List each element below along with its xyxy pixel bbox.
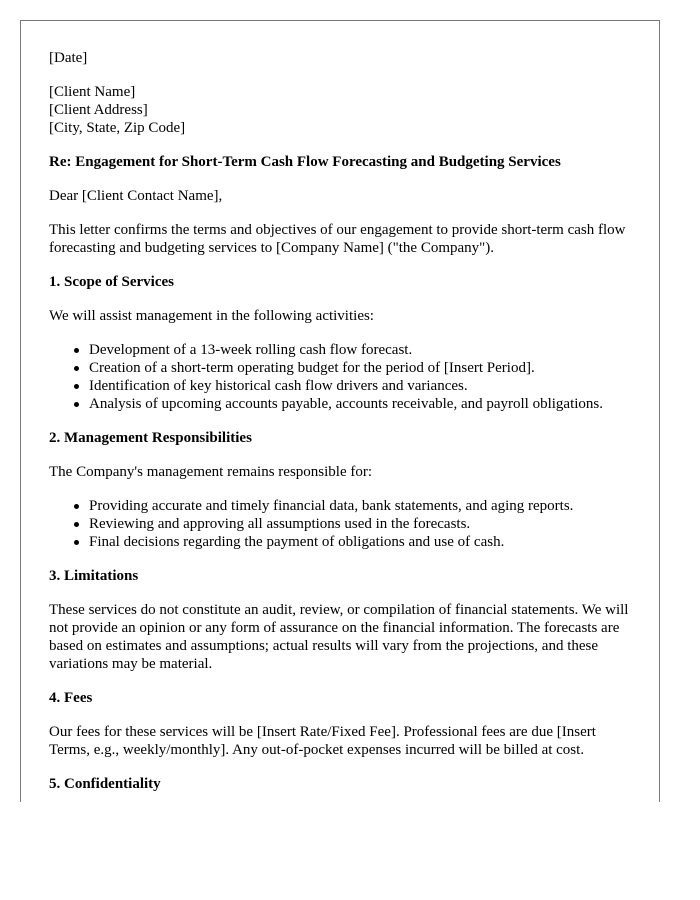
bullet-icon: [74, 522, 79, 527]
client-address: [Client Address]: [49, 102, 148, 118]
list-item: Providing accurate and timely financial data, bank statements, and aging reports.: [89, 497, 639, 515]
bullet-icon: [74, 504, 79, 509]
management-list: [49, 497, 639, 551]
list-item: Development of a 13-week rolling cash flow forecast.: [89, 341, 639, 359]
list-item: Reviewing and approving all assumptions used in the forecasts.: [89, 515, 639, 533]
bullet-icon: [74, 348, 79, 353]
section-heading-fees: 4. Fees: [49, 690, 93, 706]
list-item: Identification of key historical cash flow drivers and variances.: [89, 377, 639, 395]
bullet-icon: [74, 384, 79, 389]
bullet-icon: [74, 402, 79, 407]
section-heading-limitations: 3. Limitations: [49, 568, 139, 584]
letter-page: [20, 20, 660, 802]
bullet-icon: [74, 540, 79, 545]
fees-body: Our fees for these services will be [Insert Rate/Fixed Fee]. Professional fees are due [Insert Terms, e.g., weekly/monthly]. Any out-of-pocket expenses incurred will be billed at cost.: [49, 724, 596, 758]
bullet-icon: [74, 366, 79, 371]
section-heading-management: 2. Management Responsibilities: [49, 430, 252, 446]
list-item: Final decisions regarding the payment of obligations and use of cash.: [89, 533, 639, 551]
client-address-block: [49, 83, 639, 137]
letter-content: [49, 49, 639, 802]
section-heading-scope: 1. Scope of Services: [49, 274, 174, 290]
letter-date: [Date]: [49, 50, 88, 66]
management-lead: The Company's management remains responsible for:: [49, 464, 373, 480]
intro-paragraph: This letter confirms the terms and objectives of our engagement to provide short-term cash flow forecasting and budgeting services to [Company Name] ("the Company").: [49, 222, 626, 256]
limitations-body: These services do not constitute an audit, review, or compilation of financial statements. We will not provide an opinion or any form of assurance on the financial information. The forecasts are based on estimates and assumptions; actual results will vary from the projections, and these variations may be material.: [49, 602, 629, 672]
list-item: Creation of a short-term operating budget for the period of [Insert Period].: [89, 359, 639, 377]
salutation: Dear [Client Contact Name],: [49, 188, 223, 204]
client-name: [Client Name]: [49, 84, 136, 100]
scope-list: [49, 341, 639, 413]
scope-lead: We will assist management in the following activities:: [49, 308, 374, 324]
letter-subject: Re: Engagement for Short-Term Cash Flow Forecasting and Budgeting Services: [49, 154, 561, 170]
client-city-state-zip: [City, State, Zip Code]: [49, 120, 186, 136]
section-heading-confidentiality: 5. Confidentiality: [49, 776, 161, 792]
list-item: Analysis of upcoming accounts payable, accounts receivable, and payroll obligations.: [89, 395, 639, 413]
